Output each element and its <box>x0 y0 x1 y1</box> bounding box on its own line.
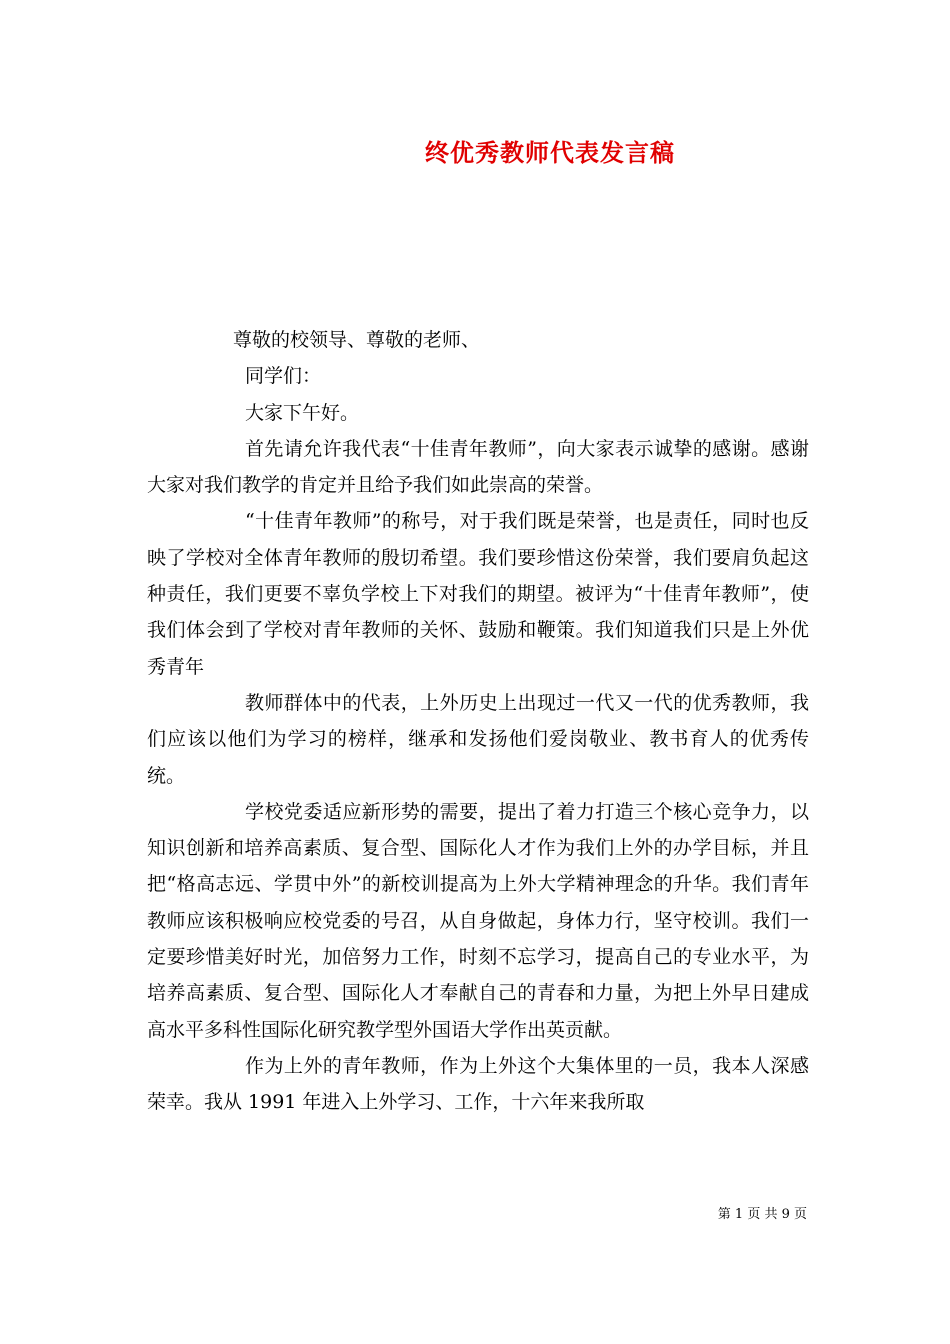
greeting-line-3: 大家下午好。 <box>245 401 360 424</box>
greeting-line: 尊敬的校领导、尊敬的老师、 <box>233 329 481 351</box>
greeting-line-2: 同学们： <box>245 365 322 388</box>
page-number: 第 1 页 共 9 页 <box>717 1207 807 1222</box>
document-body <box>147 322 809 1121</box>
paragraph: 教师群体中的代表，上外历史上出现过一代又一代的优秀教师，我们应该以他们为学习的榜样，继承和发扬他们爱岗敬业、教书育人的优秀传统。 <box>147 691 809 787</box>
paragraph: 作为上外的青年教师，作为上外这个大集体里的一员，我本人深感荣幸。我从 1991 年进入上外学习、工作，十六年来我所取 <box>147 1054 809 1114</box>
document-title: 终优秀教师代表发言稿 <box>425 138 675 167</box>
paragraph: 学校党委适应新形势的需要，提出了着力打造三个核心竞争力，以知识创新和培养高素质、复合型、国际化人才作为我们上外的办学目标，并且把“格高志远、学贯中外”的新校训提高为上外大学精神理念的升华。我们青年教师应该积极响应校党委的号召，从自身做起，身体力行，坚守校训。我们一定要珍惜美好时光，加倍努力工作，时刻不忘学习，提高自己的专业水平，为培养高素质、复合型、国际化人才奉献自己的青春和力量，为把上外早日建成高水平多科性国际化研究教学型外国语大学作出英贡献。 <box>147 800 809 1041</box>
paragraph: “十佳青年教师”的称号，对于我们既是荣誉，也是责任，同时也反映了学校对全体青年教师的殷切希望。我们要珍惜这份荣誉，我们要肩负起这种责任，我们更要不辜负学校上下对我们的期望。被评为“十佳青年教师”，使我们体会到了学校对青年教师的关怀、鼓励和鞭策。我们知道我们只是上外优秀青年 <box>147 510 809 678</box>
paragraph: 首先请允许我代表“十佳青年教师”，向大家表示诚挚的感谢。感谢大家对我们教学的肯定并且给予我们如此崇高的荣誉。 <box>147 437 809 497</box>
